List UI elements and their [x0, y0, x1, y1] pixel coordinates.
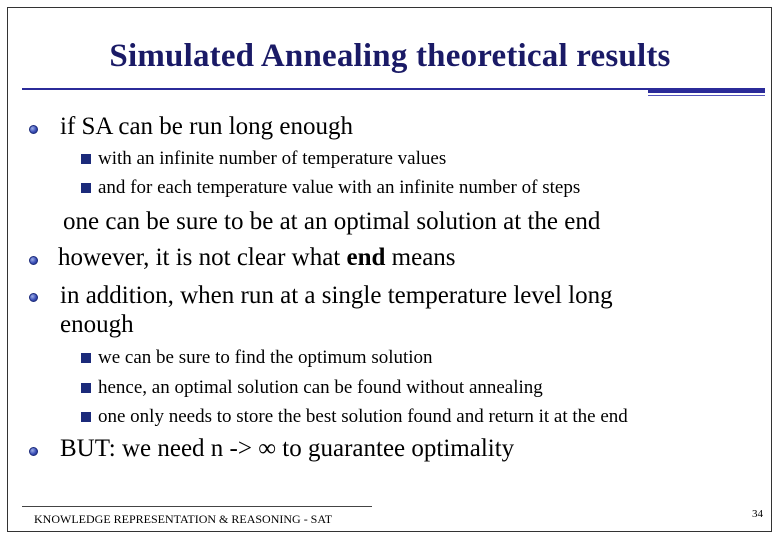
bullet-2-text-pre: however, it is not clear what [58, 244, 347, 271]
square-bullet-icon [81, 183, 91, 193]
bullet-2-text-post: means [385, 244, 456, 271]
footer-divider [22, 506, 372, 507]
title-underline-accent [648, 90, 765, 93]
bullet-2-text [58, 244, 456, 272]
title-underline-tail [648, 95, 765, 96]
bullet-3-sub-1: we can be sure to find the optimum solution [98, 347, 433, 368]
page-number: 34 [752, 508, 763, 520]
round-bullet-icon [29, 447, 38, 456]
round-bullet-icon [29, 125, 38, 134]
square-bullet-icon [81, 412, 91, 422]
round-bullet-icon [29, 293, 38, 302]
round-bullet-icon [29, 256, 38, 265]
square-bullet-icon [81, 154, 91, 164]
footer-text: KNOWLEDGE REPRESENTATION & REASONING - SAT [34, 512, 333, 526]
square-bullet-icon [81, 353, 91, 363]
bullet-4-text: BUT: we need n -> ∞ to guarantee optimality [60, 435, 515, 462]
bullet-1-sub-2: and for each temperature value with an infinite number of steps [98, 177, 581, 198]
bullet-1-text: if SA can be run long enough [60, 113, 354, 140]
slide-title: Simulated Annealing theoretical results [109, 38, 671, 74]
bullet-3-sub-3: one only needs to store the best solution found and return it at the end [98, 406, 628, 427]
bullet-3-sub-2: hence, an optimal solution can be found without annealing [98, 377, 543, 398]
bullet-2-text-bold: end [346, 244, 386, 271]
square-bullet-icon [81, 383, 91, 393]
bullet-3-text-line-2: enough [60, 311, 134, 338]
continuation-text: one can be sure to be at an optimal solution at the end [63, 208, 601, 235]
bullet-1-sub-1: with an infinite number of temperature values [98, 148, 447, 169]
bullet-3-text-line-1: in addition, when run at a single temperature level long [60, 282, 613, 309]
